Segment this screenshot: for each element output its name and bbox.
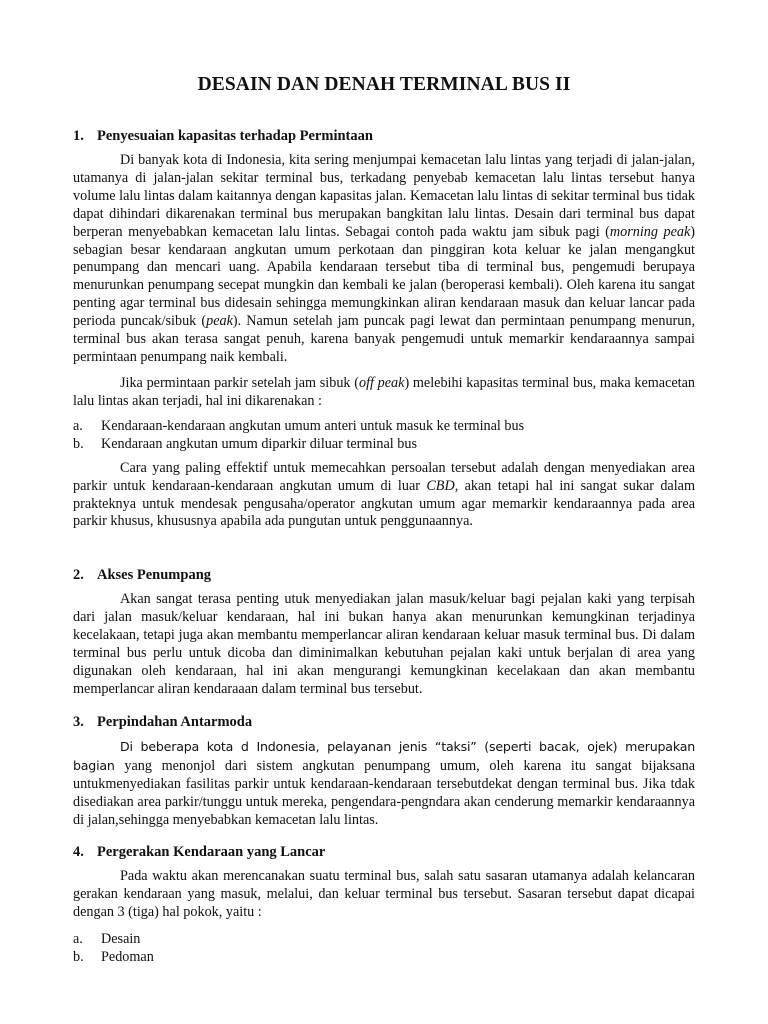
list-item: b. Kendaraan angkutan umum diparkir diluar terminal bus xyxy=(73,436,417,453)
section-heading: 3. Perpindahan Antarmoda xyxy=(73,714,253,730)
section-2 xyxy=(73,566,695,698)
list xyxy=(73,417,695,454)
section-heading: 4. Pergerakan Kendaraan yang Lancar xyxy=(73,844,326,860)
section-1 xyxy=(73,127,695,531)
section-heading: 1. Penyesuaian kapasitas terhadap Permintaan xyxy=(73,128,373,144)
list-item: a. Desain xyxy=(73,930,141,947)
paragraph: Pada waktu akan merencanakan suatu terminal bus, salah satu sasaran utamanya adalah kelancaran gerakan kendaraan yang masuk, melalui, dan keluar terminal bus tersebut. Sasaran tersebut dapat dicapai dengan 3 (tiga) hal pokok, yaitu : xyxy=(73,868,695,920)
page-title: DESAIN DAN DENAH TERMINAL BUS II xyxy=(197,74,571,95)
list-item: b. Pedoman xyxy=(73,949,154,966)
list xyxy=(73,930,695,967)
paragraph: Akan sangat terasa penting utuk menyediakan jalan masuk/keluar bagi pejalan kaki yang terpisah dari jalan masuk/keluar kendaraan, hal ini bukan hanya akan menurunkan kemungkinan terjadinya kecelakaan, tetapi juga akan membantu memperlancar aliran kendaraan keluar masuk terminal bus. Di dalam terminal bus perlu untuk dicoba dan diminimalkan kebutuhan pejalan kaki untuk berjalan di area yang digunakan oleh kendaraan, hal ini akan mengurangi kemungkinan kecelakaan dan akan membantu memperlancar aliran kendaraaan dalam terminal bus tersebut. xyxy=(73,591,695,697)
paragraph: Jika permintaan parkir setelah jam sibuk (off peak) melebihi kapasitas terminal bus, maka kemacetan lalu lintas akan terjadi, hal ini dikarenakan : xyxy=(73,374,696,409)
section-3 xyxy=(73,713,695,830)
section-4 xyxy=(73,843,695,973)
paragraph: Cara yang paling effektif untuk memecahkan persoalan tersebut adalah dengan menyediakan area parkir untuk kendaraan-kendaraan angkutan umum di luar CBD, akan tetapi hal ini sangat sukar dalam prakteknya untuk mendesak pengusaha/operator angkutan umum agar memarkir kendaraannya pada area parkir khusus, khususnya apabila ada pungutan untuk penggunaannya. xyxy=(73,459,695,530)
list-item: a. Kendaraan-kendaraan angkutan umum anteri untuk masuk ke terminal bus xyxy=(73,417,525,434)
paragraph: Di beberapa kota d Indonesia, pelayanan jenis “taksi” (seperti bacak, ojek) merupakan bagian yang menonjol dari sistem angkutan penumpang umum, oleh karena itu sangat bijaksana untukmenyediakan fasilitas parkir untuk kendaraan-kendaraan tersebutdekat dengan terminal bus. Jika tdak disediakan area parkir/tunggu untuk mereka, pengendara-pengndara akan cenderung memarkir kendaraannya di jalan,sehingga menyebabkan kemacetan lalu lintas. xyxy=(73,739,695,828)
paragraph: Di banyak kota di Indonesia, kita sering menjumpai kemacetan lalu lintas yang terjadi di jalan-jalan, utamanya di jalan-jalan sekitar terminal bus, terkadang penyebab kemacetan lalu lintas tersebut hanya volume lalu lintas dalam kaitannya dengan kapasitas jalan. Kemacetan lalu lintas di sekitar terminal bus tidak dapat dihindari dikarenakan terminal bus merupakan bangkitan lalu lintas. Desain dari terminal bus dapat berperan menyebabkan kemacetan lalu lintas. Sebagai contoh pada waktu jam sibuk pagi (morning peak) sebagian besar kendaraan angkutan umum perkotaan dan pinggiran kota keluar ke jalan mengangkut penumpang dan mencari uang. Apabila kendaraan tersebut tiba di terminal bus, pengemudi berupaya menurunkan penumpang secepat mungkin dan kembali ke jalan (beroperasi kembali). Oleh karena itu sangat penting agar terminal bus didesain sehingga memungkinkan aliran kendaraan masuk dan keluar lancar pada perioda puncak/sibuk (peak). Namun setelah jam puncak pagi lewat dan permintaan penumpang menurun, terminal bus akan terasa sangat penuh, karena banyak pengemudi untuk memarkir kendaraannya sampai permintaan penumpang naik kembali. xyxy=(73,152,696,365)
section-heading: 2. Akses Penumpang xyxy=(73,567,212,583)
